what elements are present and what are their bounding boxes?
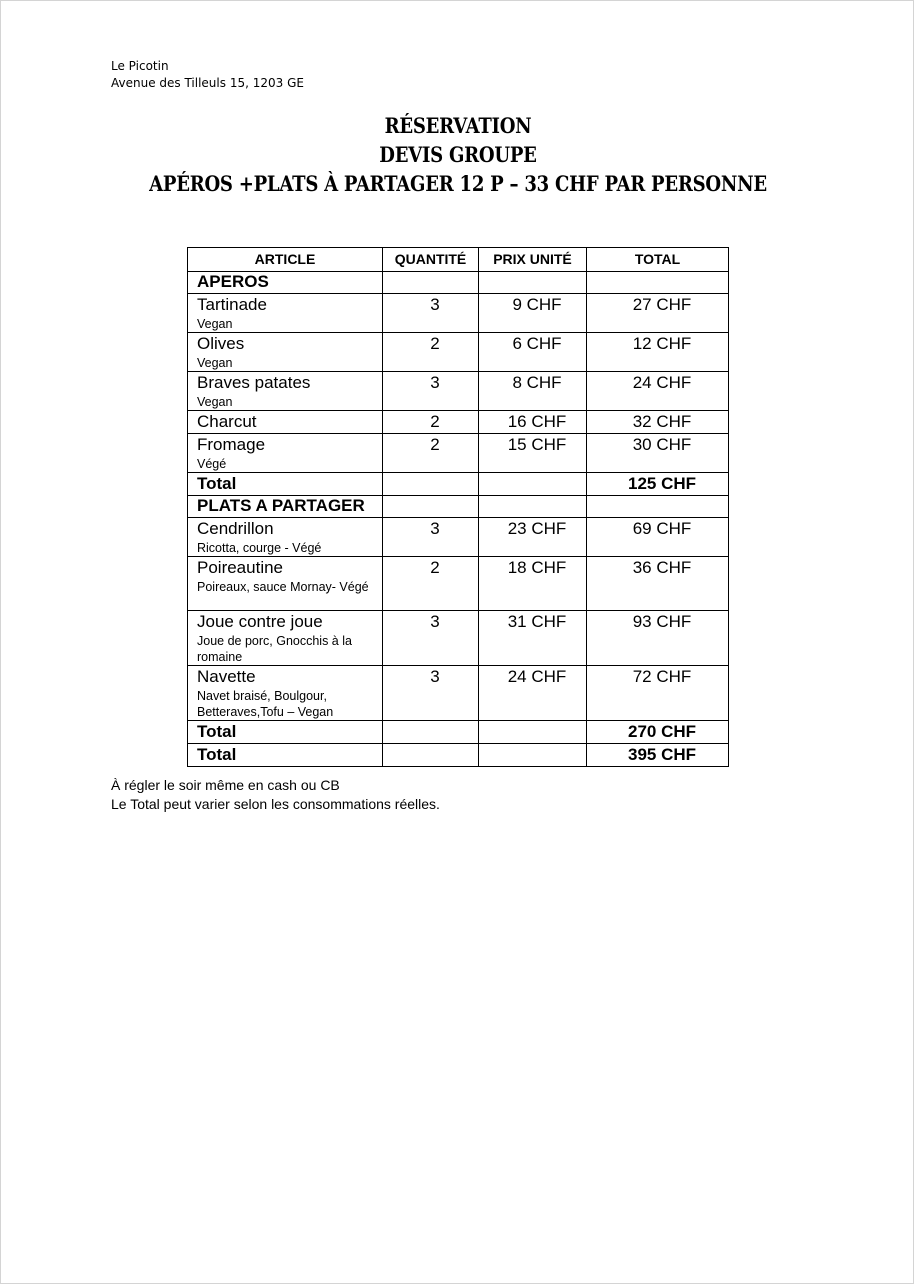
item-desc: Vegan [197,395,233,409]
item-total: 30 CHF [587,434,729,473]
header-prix-unite: PRIX UNITÉ [479,248,587,272]
item-name: Fromage [197,435,266,454]
table-row [188,518,729,557]
item-qty: 2 [383,434,479,473]
table-row [188,411,729,434]
payment-notes [111,776,440,814]
section-label: APEROS [188,272,383,294]
title-line-3: APÉROS +PLATS À PARTAGER 12 P – 33 CHF PAR PERSONNE [149,171,767,196]
document-title [65,111,851,198]
grand-total-row [188,744,729,767]
item-desc: Vegan [197,317,233,331]
grand-total-label: Total [188,744,383,767]
item-qty: 2 [383,557,479,611]
item-desc: Ricotta, courge - Végé [197,541,322,555]
item-price: 6 CHF [479,333,587,372]
item-price: 8 CHF [479,372,587,411]
header-article: ARTICLE [188,248,383,272]
restaurant-header [111,58,304,92]
item-qty: 3 [383,518,479,557]
item-total: 27 CHF [587,294,729,333]
subtotal-row-aperos [188,473,729,496]
item-name: Poireautine [197,558,284,577]
grand-total-value: 395 CHF [587,744,729,767]
item-price: 24 CHF [479,666,587,721]
item-name: Joue contre joue [197,612,323,631]
header-total: TOTAL [587,248,729,272]
item-price: 18 CHF [479,557,587,611]
section-row-plats [188,496,729,518]
item-desc: Vegan [197,356,233,370]
payment-note-1: À régler le soir même en cash ou CB [111,777,340,793]
title-line-2: DEVIS GROUPE [379,142,537,167]
table-row [188,372,729,411]
item-qty: 3 [383,666,479,721]
table-row [188,434,729,473]
item-price: 9 CHF [479,294,587,333]
item-price: 23 CHF [479,518,587,557]
subtotal-row-plats [188,721,729,744]
item-total: 36 CHF [587,557,729,611]
item-desc: Poireaux, sauce Mornay- Végé [197,580,369,594]
payment-note-2: Le Total peut varier selon les consommations réelles. [111,796,440,812]
item-desc: Végé [197,457,227,471]
section-label: PLATS A PARTAGER [188,496,383,518]
item-total: 69 CHF [587,518,729,557]
section-row-aperos [188,272,729,294]
item-name: Cendrillon [197,519,274,538]
item-total: 93 CHF [587,611,729,666]
item-name: Navette [197,667,256,686]
subtotal-value: 270 CHF [587,721,729,744]
restaurant-address: Avenue des Tilleuls 15, 1203 GE [111,76,304,90]
subtotal-value: 125 CHF [587,473,729,496]
table-row [188,666,729,721]
subtotal-label: Total [188,721,383,744]
table-row [188,557,729,611]
item-total: 24 CHF [587,372,729,411]
table-row [188,611,729,666]
item-qty: 3 [383,294,479,333]
table-header-row [188,248,729,272]
table-row [188,333,729,372]
item-price: 16 CHF [479,411,587,434]
item-total: 72 CHF [587,666,729,721]
item-name: Tartinade [197,295,267,314]
item-price: 31 CHF [479,611,587,666]
item-qty: 2 [383,333,479,372]
item-desc: Navet braisé, Boulgour, Betteraves,Tofu – Vegan [197,689,334,719]
title-line-1: RÉSERVATION [384,113,532,138]
item-qty: 2 [383,411,479,434]
header-quantite: QUANTITÉ [383,248,479,272]
item-price: 15 CHF [479,434,587,473]
item-name: Olives [197,334,245,353]
item-name: Braves patates [197,373,311,392]
subtotal-label: Total [188,473,383,496]
item-total: 32 CHF [587,411,729,434]
table-row [188,294,729,333]
item-name: Charcut [197,412,257,431]
item-desc: Joue de porc, Gnocchis à la romaine [197,634,352,664]
restaurant-name: Le Picotin [111,59,169,73]
quote-table [187,247,729,767]
item-qty: 3 [383,372,479,411]
item-total: 12 CHF [587,333,729,372]
item-qty: 3 [383,611,479,666]
